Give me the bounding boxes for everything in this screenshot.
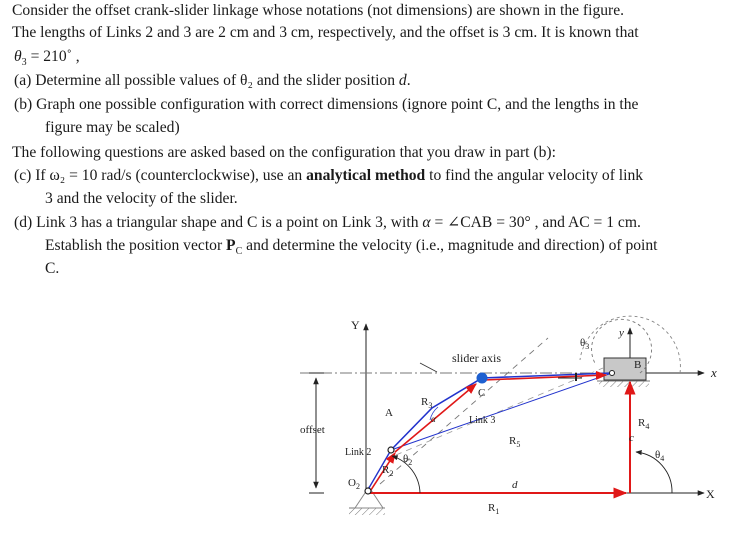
question-d-P-sub: C bbox=[235, 246, 243, 258]
label-theta2-sub: 2 bbox=[408, 458, 413, 467]
label-theta4-main: θ bbox=[655, 449, 661, 461]
ground-hatch-slider bbox=[599, 381, 649, 387]
point-a bbox=[388, 447, 394, 453]
label-theta4-sub: 4 bbox=[660, 454, 665, 463]
label-r3-sub: 3 bbox=[428, 401, 433, 410]
label-theta3-sub: 3 bbox=[585, 342, 590, 351]
label-theta4 bbox=[655, 449, 664, 463]
label-r5-main: R bbox=[509, 435, 517, 447]
question-b-line-2: figure may be scaled) bbox=[45, 119, 180, 136]
label-global-x: X bbox=[706, 487, 715, 501]
label-r4 bbox=[638, 417, 649, 431]
intro-line-2: The lengths of Links 2 and 3 are 2 cm and 3 cm, respectively, and the offset is 3 cm. It is known that bbox=[12, 24, 639, 41]
label-c: c bbox=[629, 432, 634, 444]
label-link-2: Link 2 bbox=[345, 447, 372, 458]
question-d-line-3: C. bbox=[45, 260, 60, 277]
slider-axis-leader bbox=[420, 363, 437, 372]
label-point-a: A bbox=[385, 407, 393, 419]
label-r2-main: R bbox=[382, 464, 390, 476]
angle-theta4-arc bbox=[636, 452, 672, 493]
label-local-y: y bbox=[619, 327, 624, 339]
label-r2-sub: 2 bbox=[389, 469, 394, 478]
label-o2-sub: 2 bbox=[355, 482, 360, 491]
question-a-var: d bbox=[398, 72, 407, 89]
question-c-text-b: to find the angular velocity of link bbox=[425, 167, 644, 184]
point-o2 bbox=[365, 488, 371, 494]
question-d-text-a: (d) Link 3 has a triangular shape and C is a point on Link 3, with bbox=[14, 214, 423, 231]
link-3-lower-edge bbox=[391, 373, 612, 450]
label-r1 bbox=[488, 502, 499, 516]
label-d: d bbox=[512, 479, 518, 491]
label-theta2 bbox=[403, 453, 412, 467]
label-theta3 bbox=[580, 337, 589, 351]
label-r2 bbox=[382, 464, 393, 478]
question-d-P: P bbox=[226, 237, 236, 254]
question-b-line-1: (b) Graph one possible configuration with correct dimensions (ignore point C, and the lengths in the bbox=[14, 96, 639, 113]
question-a-end: . bbox=[406, 72, 411, 89]
intro-line-1: Consider the offset crank-slider linkage whose notations (not dimensions) are shown in the figure. bbox=[12, 2, 625, 19]
label-point-c: C bbox=[478, 387, 486, 399]
label-theta3-main: θ bbox=[580, 337, 586, 349]
label-local-x: x bbox=[711, 365, 717, 380]
point-c bbox=[477, 373, 488, 384]
point-b bbox=[610, 371, 615, 376]
question-a-text: (a) Determine all possible values of θ₂ and the slider position bbox=[14, 72, 399, 89]
follow-up-intro: The following questions are asked based on the configuration that you draw in part (b): bbox=[12, 144, 556, 161]
label-o2-main: O bbox=[348, 477, 356, 489]
question-c-bold: analytical method bbox=[306, 167, 426, 184]
label-slider-axis: slider axis bbox=[452, 351, 501, 365]
label-r3 bbox=[421, 396, 432, 410]
theta3-subscript: 3 bbox=[21, 57, 27, 69]
label-link-3: Link 3 bbox=[469, 415, 496, 426]
theta3-value: = 210˚ , bbox=[26, 48, 80, 65]
question-d-text-d: and determine the velocity (i.e., magnitude and direction) of point bbox=[242, 237, 658, 254]
question-c-text-a: (c) If ω₂ = 10 rad/s (counterclockwise), use an bbox=[14, 167, 307, 184]
dashed-extension-link3 bbox=[396, 368, 603, 455]
label-offset: offset bbox=[300, 424, 325, 436]
label-r1-main: R bbox=[488, 502, 496, 514]
question-d-text-b: = ∠CAB = 30° , and AC = 1 cm. bbox=[430, 214, 641, 231]
label-r5 bbox=[509, 435, 520, 449]
label-r4-sub: 4 bbox=[645, 422, 650, 431]
label-r3-main: R bbox=[421, 396, 429, 408]
label-global-y: Y bbox=[351, 318, 360, 332]
label-alpha: α bbox=[431, 414, 436, 424]
question-d-alpha: α bbox=[422, 214, 431, 231]
ground-hatch-o2 bbox=[349, 508, 385, 515]
label-o2 bbox=[348, 477, 360, 491]
label-theta2-main: θ bbox=[403, 453, 409, 465]
label-r1-sub: 1 bbox=[495, 507, 500, 516]
question-d-text-c: Establish the position vector bbox=[45, 237, 227, 254]
question-c-line-2: 3 and the velocity of the slider. bbox=[45, 190, 238, 207]
label-r5-sub: 5 bbox=[516, 440, 521, 449]
label-r4-main: R bbox=[638, 417, 646, 429]
theta3-symbol: θ bbox=[14, 48, 22, 65]
label-point-b: B bbox=[634, 359, 642, 371]
